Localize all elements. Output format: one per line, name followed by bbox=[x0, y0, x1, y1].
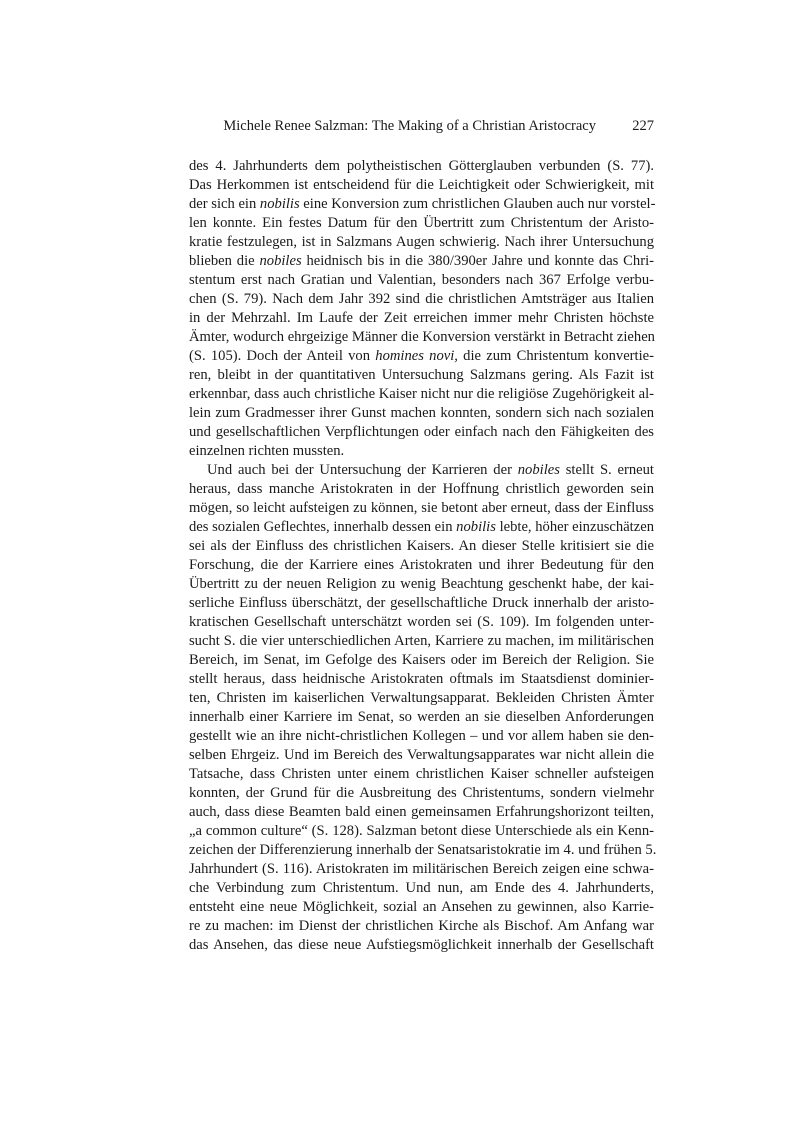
italic-term: nobiles bbox=[517, 462, 560, 478]
text-run: die zum Christentum konvertie- bbox=[457, 348, 654, 364]
text-line bbox=[189, 803, 654, 822]
text-line bbox=[189, 442, 654, 461]
text-run: re zu machen: im Dienst der christlichen Kirche als Bischof. Am Anfang war bbox=[189, 918, 654, 934]
text-line bbox=[189, 347, 654, 366]
text-line bbox=[189, 708, 654, 727]
text-run: sucht S. die vier unterschiedlichen Arten, Karriere zu machen, im militärischen bbox=[189, 633, 654, 649]
text-run: der sich ein bbox=[189, 196, 260, 212]
text-run: Das Herkommen ist entscheidend für die Leichtigkeit oder Schwierigkeit, mit bbox=[189, 177, 654, 193]
text-run: Und auch bei der Untersuchung der Karrieren der bbox=[207, 462, 518, 478]
text-run: lein zum Gradmesser ihrer Gunst machen konnten, sondern sich nach sozialen bbox=[189, 405, 654, 421]
text-line bbox=[189, 727, 654, 746]
text-run: Bereich, im Senat, im Gefolge des Kaisers oder im Bereich der Religion. Sie bbox=[189, 652, 654, 668]
text-run: des sozialen Geflechtes, innerhalb dessen ein bbox=[189, 519, 457, 535]
text-line bbox=[189, 613, 654, 632]
text-line bbox=[189, 480, 654, 499]
text-line bbox=[189, 252, 654, 271]
running-header bbox=[189, 118, 654, 137]
text-run: kratischen Gesellschaft unterschätzt worden sei (S. 109). Im folgenden unter- bbox=[189, 614, 654, 630]
text-line bbox=[189, 594, 654, 613]
text-run: Forschung, die der Karriere eines Aristokraten und ihrer Bedeutung für den bbox=[189, 557, 654, 573]
text-run: konnten, der Grund für die Ausbreitung des Christentums, sondern vielmehr bbox=[189, 785, 654, 801]
text-line bbox=[189, 651, 654, 670]
text-line bbox=[189, 898, 654, 917]
text-run: ten, Christen im kaiserlichen Verwaltungsapparat. Bekleiden Christen Ämter bbox=[189, 690, 654, 706]
text-run: selben Ehrgeiz. Und im Bereich des Verwaltungsapparates war nicht allein die bbox=[189, 747, 654, 763]
text-run: blieben die bbox=[189, 253, 260, 269]
text-run: auch, dass diese Beamten bald einen gemeinsamen Erfahrungshorizont teilten, bbox=[189, 804, 654, 820]
body-text bbox=[189, 157, 657, 955]
text-line bbox=[189, 765, 654, 784]
text-line bbox=[189, 328, 654, 347]
italic-term: nobilis bbox=[259, 196, 300, 212]
text-line bbox=[189, 309, 654, 328]
text-line bbox=[189, 860, 654, 879]
text-line bbox=[189, 746, 654, 765]
text-line bbox=[189, 214, 654, 233]
text-run: serliche Einfluss überschätzt, der gesellschaftliche Druck innerhalb der aristo- bbox=[189, 595, 654, 611]
text-run: mögen, so leicht aufsteigen zu können, sie betont aber erneut, dass der Einfluss bbox=[189, 500, 654, 516]
text-run: ren, bleibt in der quantitativen Untersuchung Salzmans gering. Als Fazit ist bbox=[189, 367, 654, 383]
text-run: des 4. Jahrhunderts dem polytheistischen Götterglauben verbunden (S. 77). bbox=[189, 158, 654, 174]
text-line bbox=[189, 195, 654, 214]
text-line bbox=[189, 404, 654, 423]
text-line bbox=[189, 841, 657, 860]
text-line bbox=[189, 499, 654, 518]
text-run: „a common culture“ (S. 128). Salzman betont diese Unterschiede als ein Kenn- bbox=[189, 823, 654, 839]
text-line bbox=[189, 822, 654, 841]
text-run: stellt S. erneut bbox=[559, 462, 654, 478]
text-line bbox=[189, 689, 654, 708]
text-line bbox=[189, 784, 654, 803]
text-line bbox=[189, 537, 654, 556]
text-run: len konnte. Ein festes Datum für den Übertritt zum Christentum der Aristo- bbox=[189, 215, 654, 231]
text-run: che Verbindung zum Christentum. Und nun, am Ende des 4. Jahrhunderts, bbox=[189, 880, 654, 896]
text-line bbox=[189, 879, 654, 898]
text-run: Tatsache, dass Christen unter einem christlichen Kaiser schneller aufsteigen bbox=[189, 766, 654, 782]
text-line bbox=[189, 176, 654, 195]
text-run: (S. 105). Doch der Anteil von bbox=[189, 348, 376, 364]
text-run: Ämter, wodurch ehrgeizige Männer die Konversion verstärkt in Betracht ziehen bbox=[189, 329, 655, 345]
text-line bbox=[189, 917, 654, 936]
text-line bbox=[189, 518, 654, 537]
text-line bbox=[189, 157, 654, 176]
text-line bbox=[189, 575, 654, 594]
text-run: kratie festzulegen, ist in Salzmans Augen schwierig. Nach ihrer Untersuchung bbox=[189, 234, 654, 250]
text-line bbox=[189, 366, 654, 385]
text-run: chen (S. 79). Nach dem Jahr 392 sind die christlichen Amtsträger aus Italien bbox=[189, 291, 654, 307]
text-line bbox=[189, 271, 654, 290]
text-run: stentum erst nach Gratian und Valentian, besonders nach 367 Erfolge verbu- bbox=[189, 272, 654, 288]
text-line bbox=[189, 461, 654, 480]
text-line bbox=[189, 290, 654, 309]
text-run: in der Mehrzahl. Im Laufe der Zeit erreichen immer mehr Christen höchste bbox=[189, 310, 654, 326]
text-line bbox=[189, 233, 654, 252]
text-run: Übertritt zu der neuen Religion zu wenig Beachtung geschenkt habe, der kai- bbox=[189, 576, 654, 592]
text-line bbox=[189, 670, 654, 689]
page-number: 227 bbox=[632, 118, 654, 134]
text-run: Jahrhundert (S. 116). Aristokraten im militärischen Bereich zeigen eine schwa- bbox=[189, 861, 654, 877]
text-run: zeichen der Differenzierung innerhalb der Senatsaristokratie im 4. und frühen 5. bbox=[189, 842, 657, 858]
text-run: heidnisch bis in die 380/390er Jahre und konnte das Chri- bbox=[301, 253, 654, 269]
text-run: sei als der Einfluss des christlichen Kaisers. An dieser Stelle kritisiert sie die bbox=[189, 538, 654, 554]
text-run: innerhalb einer Karriere im Senat, so werden an sie dieselben Anforderungen bbox=[189, 709, 654, 725]
text-run: gestellt wie an ihre nicht-christlichen Kollegen – und vor allem haben sie den- bbox=[189, 728, 654, 744]
text-run: lebte, höher einzuschätzen bbox=[495, 519, 654, 535]
text-line bbox=[189, 632, 654, 651]
text-run: und gesellschaftlichen Verpflichtungen oder einfach nach den Fähigkeiten des bbox=[189, 424, 654, 440]
text-line bbox=[189, 423, 654, 442]
text-line bbox=[189, 385, 654, 404]
text-run: stellt heraus, dass heidnische Aristokraten oftmals im Staatsdienst dominier- bbox=[189, 671, 654, 687]
text-run: entsteht eine neue Möglichkeit, sozial an Ansehen zu gewinnen, also Karrie- bbox=[189, 899, 654, 915]
italic-term: nobiles bbox=[259, 253, 302, 269]
running-title: Michele Renee Salzman: The Making of a Christian Aristocracy bbox=[223, 118, 596, 134]
text-line bbox=[189, 936, 654, 955]
text-line bbox=[189, 556, 654, 575]
text-run: erkennbar, dass auch christliche Kaiser nicht nur die religiöse Zugehörigkeit al- bbox=[189, 386, 654, 402]
text-run: eine Konversion zum christlichen Glauben auch nur vorstel- bbox=[299, 196, 656, 212]
italic-term: nobilis bbox=[456, 519, 496, 535]
italic-term: homines novi, bbox=[375, 348, 458, 364]
text-run: einzelnen richten mussten. bbox=[189, 443, 345, 459]
text-run: das Ansehen, das diese neue Aufstiegsmöglichkeit innerhalb der Gesellschaft bbox=[189, 937, 654, 953]
text-run: heraus, dass manche Aristokraten in der Hoffnung christlich geworden sein bbox=[189, 481, 654, 497]
